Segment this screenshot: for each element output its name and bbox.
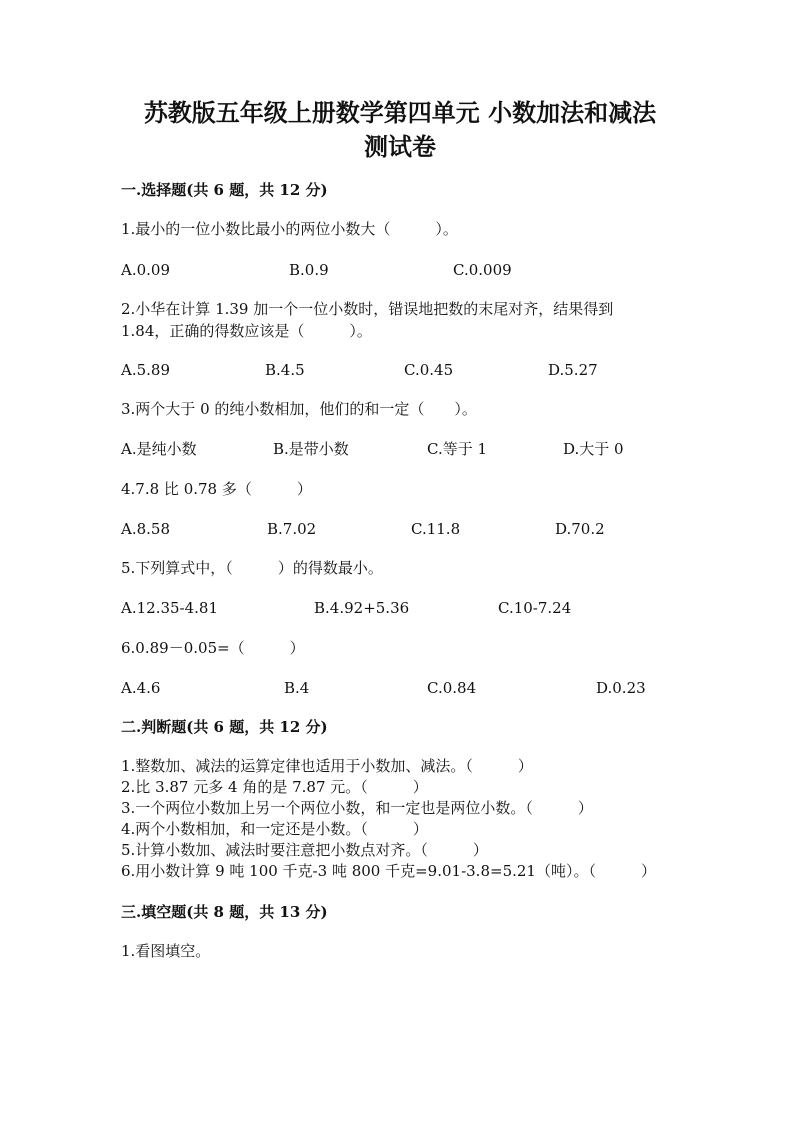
judgement-item: 1.整数加、减法的运算定律也适用于小数加、减法。（ ） xyxy=(121,757,533,775)
question-stem: 1.最小的一位小数比最小的两位小数大（ ）。 xyxy=(121,220,458,238)
section-heading-choice: 一.选择题(共 6 题，共 12 分) xyxy=(121,181,328,199)
option-a: A.0.09 xyxy=(121,261,170,279)
section-heading-judgement: 二.判断题(共 6 题，共 12 分) xyxy=(121,718,328,736)
option-a: A.8.58 xyxy=(121,520,170,538)
judgement-item: 6.用小数计算 9 吨 100 千克-3 吨 800 千克=9.01-3.8=5.21（吨）。（ ） xyxy=(121,862,656,880)
fill-blank-item: 1.看图填空。 xyxy=(121,942,211,960)
question-stem: 2.小华在计算 1.39 加一个一位小数时，错误地把数的末尾对齐，结果得到 xyxy=(121,300,614,318)
option-a: A.12.35-4.81 xyxy=(121,599,219,617)
option-c: C.11.8 xyxy=(411,520,461,538)
option-d: D.大于 0 xyxy=(563,440,624,458)
option-b: B.4 xyxy=(284,679,310,697)
option-d: D.70.2 xyxy=(555,520,605,538)
option-a: A.5.89 xyxy=(121,361,170,379)
option-c: C.0.45 xyxy=(404,361,454,379)
option-b: B.0.9 xyxy=(289,261,329,279)
option-c: C.等于 1 xyxy=(427,440,488,458)
option-c: C.0.84 xyxy=(427,679,477,697)
question-stem: 6.0.89－0.05=（ ） xyxy=(121,639,305,657)
question-stem: 4.7.8 比 0.78 多（ ） xyxy=(121,480,312,498)
page-subtitle: 测试卷 xyxy=(364,132,436,161)
option-a: A.4.6 xyxy=(121,679,161,697)
judgement-item: 2.比 3.87 元多 4 角的是 7.87 元。（ ） xyxy=(121,778,428,796)
option-c: C.0.009 xyxy=(453,261,512,279)
judgement-item: 4.两个小数相加，和一定还是小数。（ ） xyxy=(121,820,428,838)
option-c: C.10-7.24 xyxy=(498,599,572,617)
question-stem-continued: 1.84，正确的得数应该是（ ）。 xyxy=(121,322,372,340)
question-stem: 3.两个大于 0 的纯小数相加，他们的和一定（ ）。 xyxy=(121,400,477,418)
judgement-item: 5.计算小数加、减法时要注意把小数点对齐。（ ） xyxy=(121,841,488,859)
option-d: D.0.23 xyxy=(596,679,646,697)
judgement-item: 3.一个两位小数加上另一个两位小数，和一定也是两位小数。（ ） xyxy=(121,799,593,817)
option-b: B.是带小数 xyxy=(273,440,349,458)
question-stem: 5.下列算式中，（ ）的得数最小。 xyxy=(121,559,383,577)
page-title: 苏教版五年级上册数学第四单元 小数加法和减法 xyxy=(143,98,657,127)
section-heading-fill-blank: 三.填空题(共 8 题，共 13 分) xyxy=(121,903,328,921)
option-b: B.4.5 xyxy=(265,361,305,379)
option-a: A.是纯小数 xyxy=(121,440,197,458)
option-b: B.4.92+5.36 xyxy=(314,599,410,617)
option-d: D.5.27 xyxy=(548,361,598,379)
option-b: B.7.02 xyxy=(267,520,317,538)
